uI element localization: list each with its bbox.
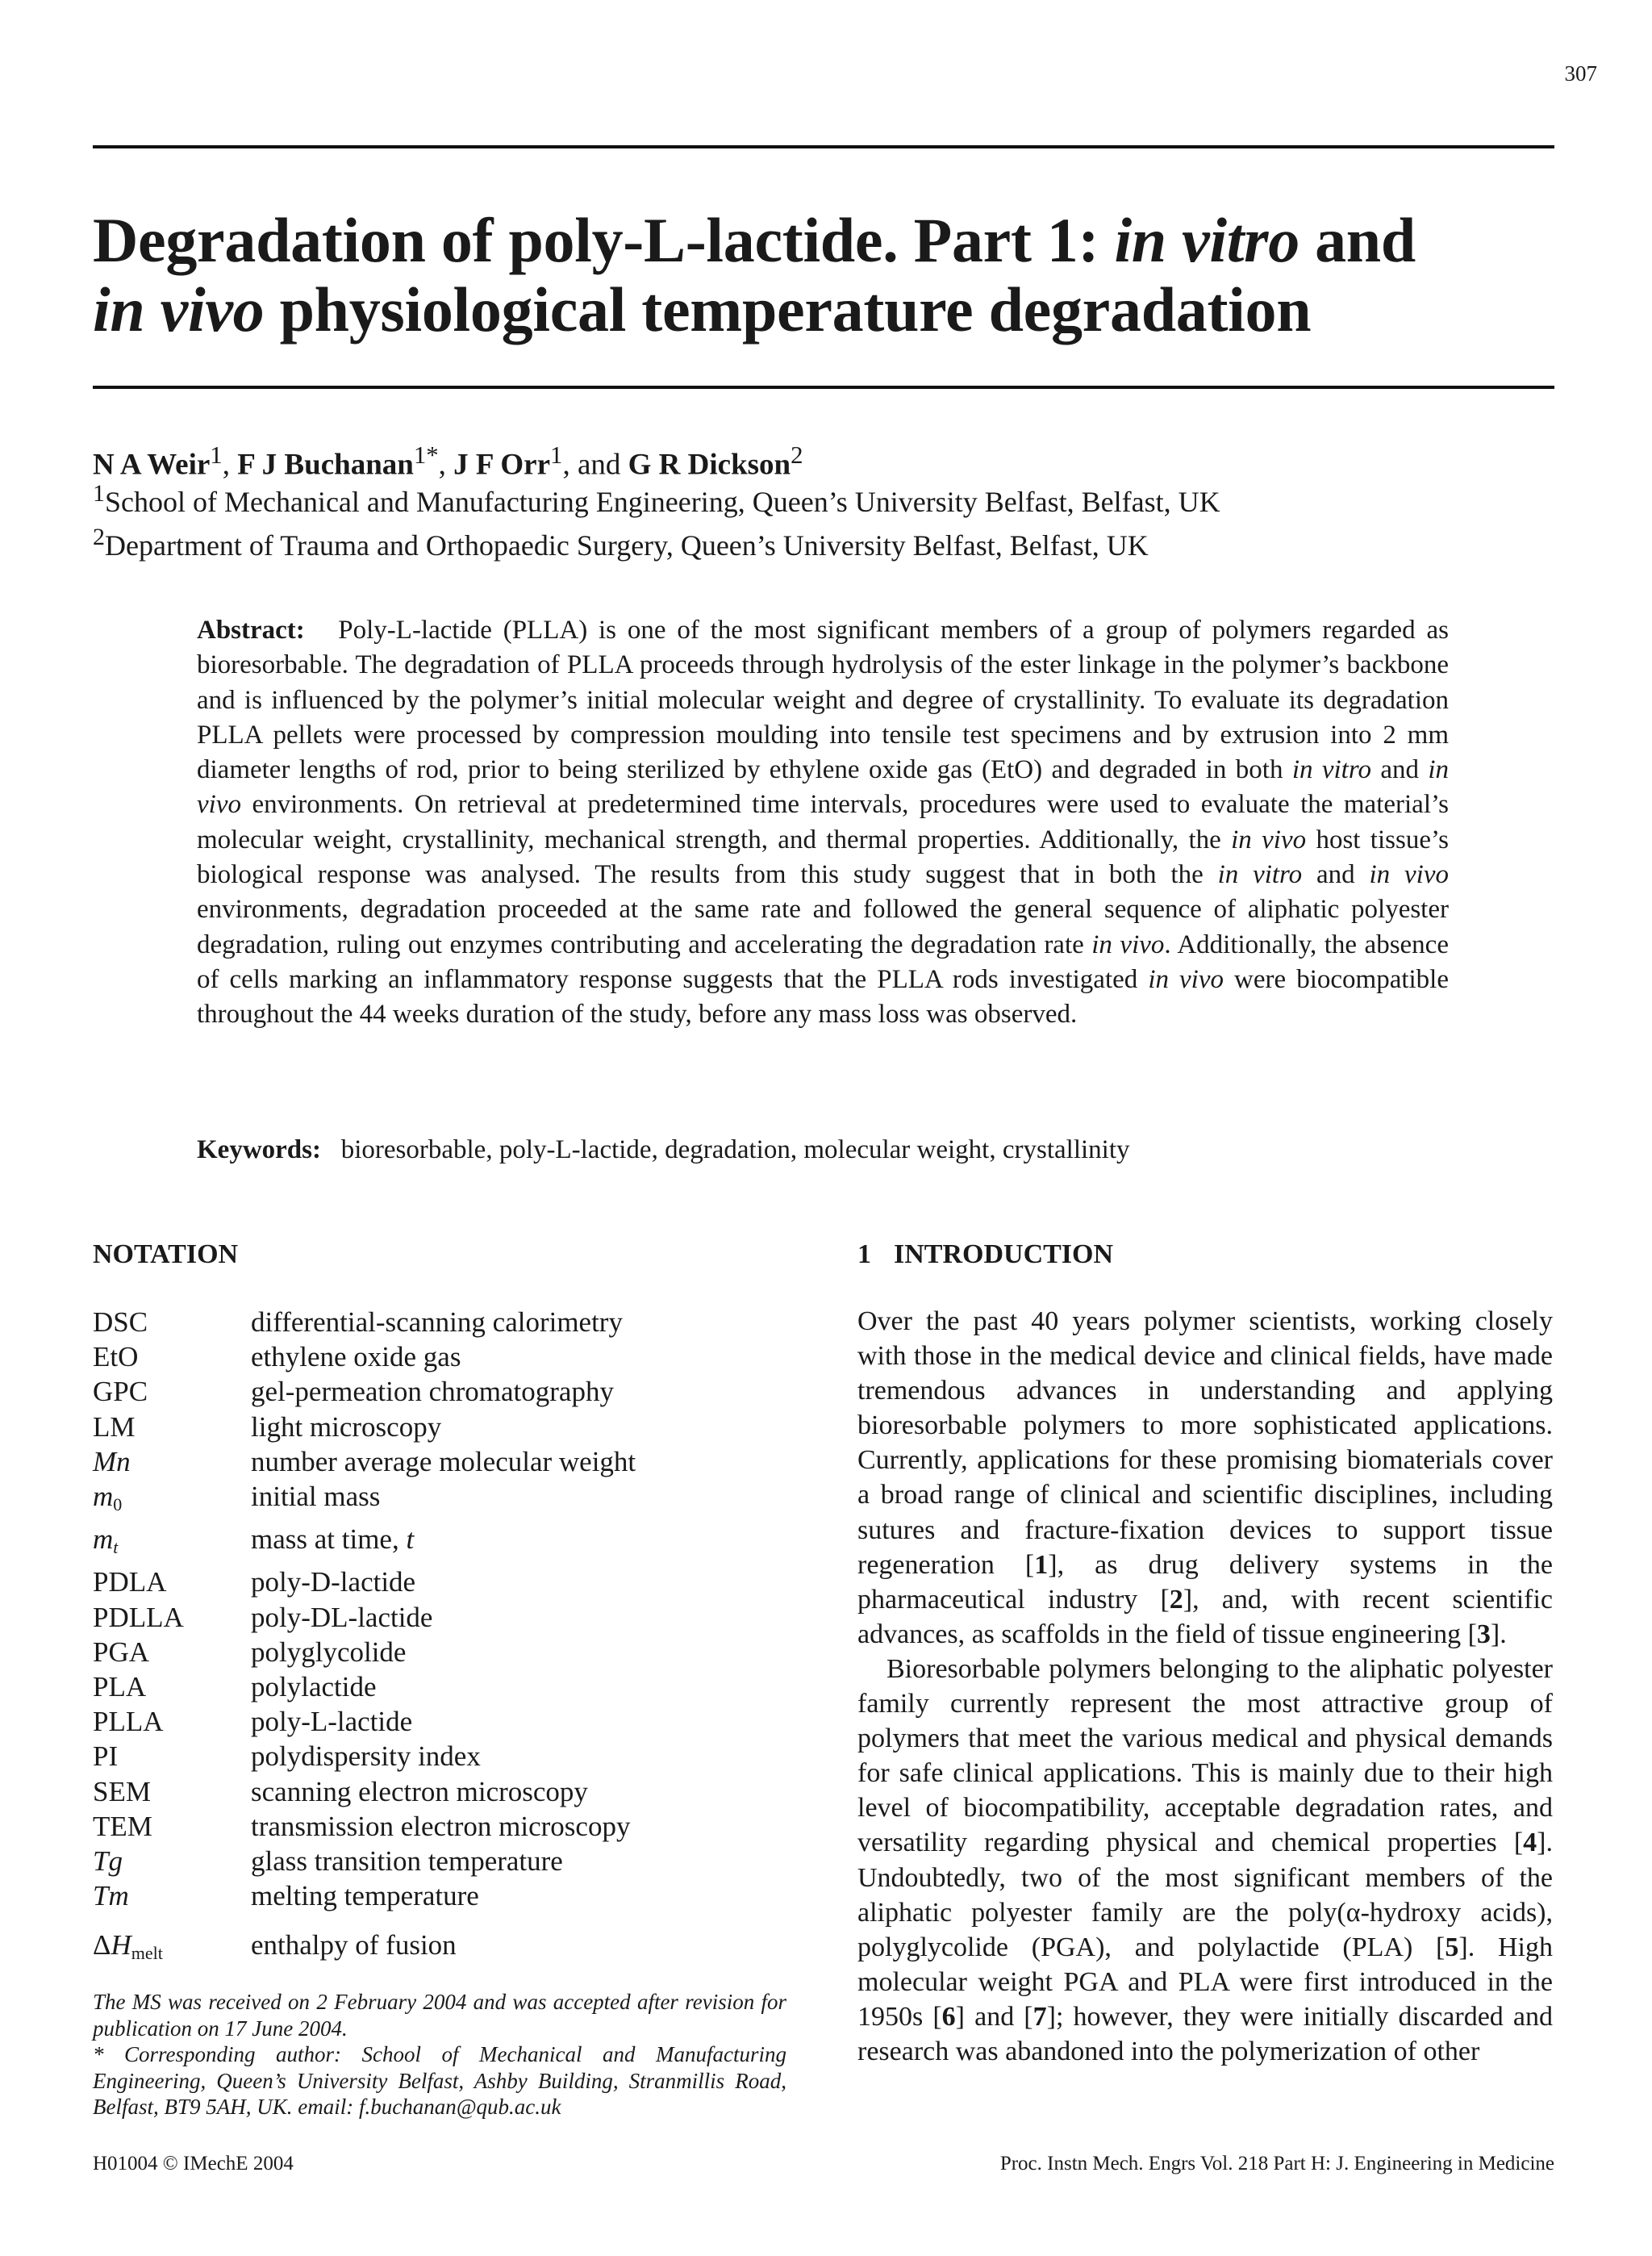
notation-symbol-subscript: t	[113, 1537, 119, 1558]
author-affiliation-mark: 1	[550, 441, 563, 469]
citation-ref: 1	[1034, 1549, 1049, 1580]
notation-definition: light microscopy	[251, 1410, 442, 1443]
abstract-text: host tissue’s biological response was analysed. The results from this study suggest that in both the	[197, 825, 1449, 890]
notation-row	[93, 1878, 795, 1913]
abstract-text: and	[1370, 755, 1429, 785]
author-name: J F Orr	[453, 448, 551, 482]
abstract-italic: in vivo	[1091, 930, 1165, 959]
notation-definition: melting temperature	[251, 1880, 479, 1912]
notation-definition-italic: t	[406, 1523, 415, 1556]
paragraph-text: ] and [	[955, 2001, 1033, 2032]
notation-definition: glass transition temperature	[251, 1845, 563, 1878]
paragraph-text: Bioresorbable polymers belonging to the aliphatic polyester family currently represent the most attractive group of polymers that meet the various medical and physical demands for safe clinical applications. This is mainly due to their high level of biocompatibility, acceptable degradation rates, and versatility regarding physical and chemical properties [	[857, 1653, 1553, 1858]
section-title: INTRODUCTION	[894, 1239, 1114, 1269]
affiliation-mark: 1	[93, 480, 105, 507]
citation-ref: 5	[1445, 1932, 1459, 1962]
notation-row	[93, 1774, 795, 1809]
notation-symbol: SEM	[93, 1775, 151, 1807]
notation-row	[93, 1928, 795, 1970]
abstract-italic: in vitro	[1217, 860, 1303, 890]
abstract-text: and	[1302, 860, 1370, 890]
notation-symbol: PDLLA	[93, 1601, 184, 1633]
notation-row	[93, 1305, 795, 1339]
notation-symbol: LM	[93, 1410, 136, 1443]
paragraph-text: ], as drug delivery systems in the pharmaceutical industry [	[857, 1549, 1553, 1615]
notation-heading: NOTATION	[93, 1239, 239, 1269]
notation-symbol: PLA	[93, 1671, 147, 1703]
citation-ref: 7	[1032, 2001, 1047, 2032]
affiliation-mark: 2	[93, 524, 105, 550]
notation-definition: polyglycolide	[251, 1636, 407, 1668]
notation-definition: poly-L-lactide	[251, 1706, 413, 1738]
affiliation-text: Department of Trauma and Orthopaedic Surgery, Queen’s University Belfast, Belfast, UK	[105, 529, 1149, 562]
notation-symbol: DSC	[93, 1306, 148, 1338]
introduction-body	[857, 1304, 1553, 2069]
page-number: 307	[1564, 61, 1597, 86]
notation-symbol: PDLA	[93, 1566, 167, 1598]
citation-ref: 4	[1523, 1828, 1537, 1858]
abstract-italic: in vitro	[1291, 755, 1371, 785]
abstract-text: environments, degradation proceeded at the same rate and followed the general sequence of aliphatic polyester degradation, ruling out enzymes contributing and accelerating the degradation rate	[197, 895, 1449, 959]
notation-symbol: Tm	[93, 1880, 129, 1912]
title-text-2: and	[1299, 205, 1416, 275]
notation-symbol: EtO	[93, 1341, 139, 1373]
notation-definition: transmission electron microscopy	[251, 1810, 631, 1842]
header-rule-top	[93, 145, 1554, 148]
author-separator: ,	[562, 448, 578, 482]
notation-symbol	[93, 1522, 251, 1565]
notation-definition	[251, 1522, 795, 1565]
citation-ref: 2	[1169, 1584, 1183, 1615]
abstract-label: Abstract:	[197, 616, 305, 645]
notation-symbol: Tg	[93, 1845, 123, 1878]
notation-symbol-base: m	[93, 1481, 114, 1513]
notation-symbol-subscript: 0	[113, 1494, 123, 1515]
abstract-italic: in vivo	[197, 755, 1449, 820]
footnotes	[93, 1989, 786, 2120]
notation-definition-text: mass at time,	[251, 1523, 407, 1556]
abstract-text: Poly-L-lactide (PLLA) is one of the most significant members of a group of polymers regarded as bioresorbable. The degradation of PLLA proceeds through hydrolysis of the ester linkage in the polymer’s backbone and is influenced by the polymer’s initial molecular weight and degree of crystallinity. To evaluate its degradation PLLA pellets were processed by compression moulding into tensile test specimens and by extrusion into 2 mm diameter lengths of rod, prior to being sterilized by ethylene oxide gas (EtO) and degraded in both	[197, 616, 1450, 785]
notation-symbol: PLLA	[93, 1706, 164, 1738]
author-affiliation-mark: 1*	[413, 441, 439, 469]
paragraph-text: ].	[1490, 1619, 1507, 1649]
author-affiliation-mark: 2	[791, 441, 803, 469]
notation-row	[93, 1809, 795, 1844]
abstract-italic: in vivo	[1369, 860, 1449, 890]
author-name: G R Dickson	[628, 448, 791, 482]
notation-definition: enthalpy of fusion	[251, 1929, 457, 1961]
abstract-text: environments. On retrieval at predetermined time intervals, procedures were used to evaluate the material’s molecular weight, crystallinity, mechanical strength, and thermal properties. Additionally, the	[197, 790, 1449, 854]
keywords-text: bioresorbable, poly-L-lactide, degradation, molecular weight, crystallinity	[340, 1135, 1130, 1164]
notation-definition: gel-permeation chromatography	[251, 1376, 614, 1408]
notation-symbol: TEM	[93, 1810, 152, 1842]
footer-journal: Proc. Instn Mech. Engrs Vol. 218 Part H: J. Engineering in Medicine	[999, 2153, 1554, 2175]
notation-row	[93, 1635, 795, 1669]
footer-copyright: H01004 © IMechE 2004	[93, 2153, 294, 2175]
received-note: The MS was received on 2 February 2004 and was accepted after revision for publication on 17 June 2004.	[93, 1990, 786, 2041]
notation-row	[93, 1410, 795, 1444]
title-italic-1: in vitro	[1114, 205, 1299, 275]
title-text-1: Degradation of poly-L-lactide. Part 1:	[93, 205, 1115, 275]
notation-symbol	[93, 1479, 251, 1522]
notation-row	[93, 1339, 795, 1374]
notation-definition: poly-DL-lactide	[251, 1601, 433, 1633]
notation-row	[93, 1844, 795, 1878]
notation-definition: polydispersity index	[251, 1740, 481, 1773]
notation-definition: initial mass	[251, 1481, 381, 1513]
notation-symbol: GPC	[93, 1376, 148, 1408]
paragraph-text: ]. Undoubtedly, two of the most significant members of the aliphatic polyester family are the poly(α-hydroxy acids), polyglycolide (PGA), and polylactide (PLA) [	[857, 1828, 1553, 1962]
paragraph-text: ], and, with recent scientific advances, as scaffolds in the field of tissue engineering [	[857, 1584, 1554, 1649]
abstract-italic: in vivo	[1231, 825, 1307, 854]
section-heading-introduction	[857, 1239, 1113, 1271]
notation-row	[93, 1565, 795, 1599]
affiliation-item	[93, 520, 1554, 563]
author-separator: ,	[438, 448, 454, 482]
notation-symbol-base: H	[111, 1929, 131, 1961]
author-name: N A Weir	[93, 448, 211, 482]
notation-definition: ethylene oxide gas	[251, 1341, 461, 1373]
notation-row	[93, 1479, 795, 1522]
notation-definition: polylactide	[251, 1671, 377, 1703]
notation-definition: scanning electron microscopy	[251, 1775, 588, 1807]
citation-ref: 6	[941, 2001, 956, 2032]
notation-definition: differential-scanning calorimetry	[251, 1306, 623, 1338]
section-number: 1	[857, 1239, 871, 1269]
abstract-text: . Additionally, the absence of cells marking an inflammatory response suggests that the PLLA rods investigated	[197, 930, 1449, 994]
notation-row	[93, 1444, 795, 1479]
author-affiliation-mark: 1	[210, 441, 223, 469]
notation-symbol-subscript: melt	[131, 1943, 163, 1964]
affiliation-item	[93, 476, 1554, 520]
abstract-italic: in vivo	[1148, 964, 1224, 994]
paragraph-text: ]; however, they were initially discarded and research was abandoned into the polymerization of other	[857, 2001, 1553, 2066]
notation-row	[93, 1669, 795, 1704]
notation-list	[93, 1305, 795, 1971]
notation-row	[93, 1704, 795, 1739]
abstract-text: were biocompatible throughout the 44 weeks duration of the study, before any mass loss was observed.	[197, 964, 1449, 1030]
author-conjunction: and	[577, 448, 621, 482]
keywords-label: Keywords:	[197, 1135, 321, 1164]
notation-symbol	[93, 1928, 251, 1970]
paragraph	[857, 1304, 1553, 1652]
notation-symbol-base: m	[93, 1523, 114, 1556]
notation-symbol: PI	[93, 1740, 119, 1773]
notation-row	[93, 1600, 795, 1635]
paragraph-text: ]. High molecular weight PGA and PLA were first introduced in the 1950s [	[857, 1932, 1553, 2032]
affiliation-list	[93, 476, 1554, 563]
author-separator: ,	[222, 448, 238, 482]
paper-title	[93, 206, 1554, 345]
notation-symbol-delta: Δ	[93, 1929, 111, 1961]
notation-symbol: Mn	[93, 1445, 131, 1477]
notation-definition: number average molecular weight	[251, 1445, 636, 1477]
paragraph-text: Over the past 40 years polymer scientists, working closely with those in the medical device and clinical fields, have made tremendous advances in understanding and applying bioresorbable polymers to more sophisticated applications. Currently, applications for these promising biomaterials cover a broad range of clinical and scientific disciplines, including sutures and fracture-fixation devices to support tissue regeneration [	[857, 1306, 1553, 1580]
notation-definition: poly-D-lactide	[251, 1566, 416, 1598]
citation-ref: 3	[1476, 1619, 1491, 1649]
notation-row	[93, 1739, 795, 1773]
notation-symbol: PGA	[93, 1636, 150, 1668]
affiliation-text: School of Mechanical and Manufacturing Engineering, Queen’s University Belfast, Belfast, UK	[105, 486, 1220, 518]
abstract	[197, 613, 1449, 1033]
paragraph	[857, 1652, 1553, 2069]
keywords	[197, 1133, 1449, 1168]
notation-row	[93, 1374, 795, 1409]
header-rule-bottom	[93, 386, 1554, 389]
notation-row	[93, 1522, 795, 1565]
corresponding-author-note: * Corresponding author: School of Mechanical and Manufacturing Engineering, Queen’s University Belfast, Ashby Building, Stranmillis Road, Belfast, BT9 5AH, UK. email: f.buchanan@qub.ac.uk	[93, 2042, 786, 2119]
title-text-3: physiological temperature degradation	[264, 274, 1312, 345]
title-italic-2: in vivo	[93, 274, 265, 345]
author-name: F J Buchanan	[237, 448, 414, 482]
